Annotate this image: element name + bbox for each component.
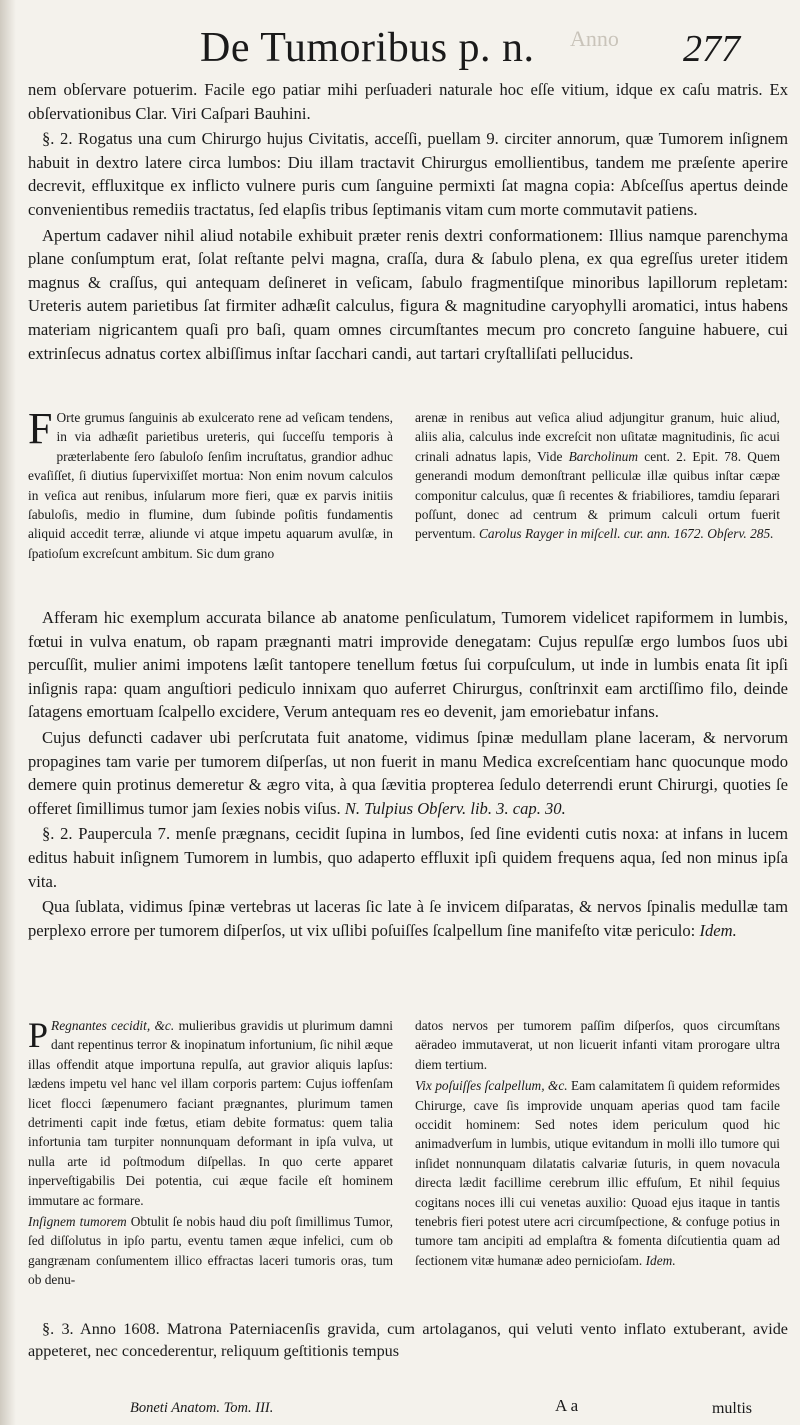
main-text-middle [28,606,788,944]
catchword: multis [711,1400,752,1417]
signature-mark: Boneti Anatom. Tom. III. [130,1400,274,1416]
commentary-paragraph [28,404,393,563]
commentary-text: mulieribus gravidis ut plurimum damni dant repentinus terror & inopinatum infortunium, ſic nihil æque illas offendit atque importuna repulſa, aut gravior aliquis lapſus: lædens impetu vel hanc vel illam corporis partem: Cujus ioffenſam licet flocci ſæpenumero faciant prægnantes, plurimum tamen detrimenti capit inde fœtus, etiam debite formatus: quem talia infortunia tam turpiter nonnunquam deformant in ipſa vulva, ut nulla arte id poſtmodum diſpellas. In quo certe apparet inperveſtigabilis Dei potentia, cui æque facile eſt hominem immutare ac formare. [28,1018,394,1208]
lemma: Regnantes cecidit, &c. [51,1018,175,1033]
commentary-column-right [415,408,780,565]
main-text-bottom [28,1318,788,1364]
commentary-text: cent. 2. Epit. 78. Quem generandi modum demonſtrant pelliculæ illæ quibus inſtar cæpæ componitur calculus, quæ ſi recentes & friabiliores, tamdiu ſeparari poſſunt, donec ad centrum & primum calculi ortum fuerit perventum. [415,448,780,542]
paragraph [28,726,788,820]
gathering-signature: A a [555,1396,579,1415]
running-title: De Tumoribus p. n. [200,25,535,71]
binding-shadow [0,0,16,1425]
commentary-block-2 [28,1016,780,1292]
lemma: Vix poſuiſſes ſcalpellum, &c. [415,1078,568,1094]
paragraph: Afferam hic exemplum accurata bilance ab anatome penſiculatum, Tumorem videlicet rapiformem in lumbis, fœtui in vulva enatum, ob rapam prægnanti matri improvide denegatam: Cujus repulſæ ergo lumbos ſuos ubi percuſſit, mulier animi impotens læſit tantopere tenellum fœtus ſui corpuſculum, ut inde in lumbis enata ſit ipſi inſignis rapa: quam anguſtiori pediculo innixam quo auferret Chirurgus, conſtrinxit eam arctiſſimo filo, deinde ſatagens emortuam ſcalpello excidere, Verum antequam res eo devenit, jam emoriebatur infans. [28,608,788,722]
paragraph-text: Cujus defuncti cadaver ubi perſcrutata fuit anatome, vidimus ſpinæ medullam plane laceram, & nervorum propagines tam varie per tumorem diſperſas, ut non fuerit in manu Medica excreſcentiam hanc quocunque modo demere quin protinus demeretur & ægro vita, à qua ſævitia propterea ſedulo deterrendi erunt Chirurgi, quoties ſe offeret ſimillimus tumor jam ſexies nobis viſus. [28,727,788,818]
page-header [0,22,800,78]
commentary-column-left [28,1016,393,1292]
citation: Idem. [699,920,737,940]
commentary-text: Orte grumus ſanguinis ab exulcerato rene ad veſicam tendens, in via adhæſit parietibus ureteris, qui ſucceſſu temporis à præterlabente ſero ſabuloſo ſenſim incruſtatus, grandior adhuc evaſiſſet, ſi diutius ſupervixiſſet mortua: Non enim novum calculos in veſica aut renibus, inſularum more fieri, quæ ex parvis initiis ſabuloſis, medio in flumine, dum ſubinde poſitis fundamentis aliquid accedit terræ, aliunde vi atque impetu aquarum avulſæ, in ſpatioſum excreſcunt ambitum. Sic dum grano [28,410,393,561]
main-text-top [28,78,788,367]
paragraph: nem obſervare potuerim. Facile ego patiar mihi perſuaderi naturale hoc eſſe vitium, idque ex caſu matris. Ex obſervationibus Clar. Viri Caſpari Bauhini. [28,80,788,123]
paragraph: §. 3. Anno 1608. Matrona Paterniacenſis gravida, cum artolaganos, qui veluti vento inflato extuberant, avide appeteret, nec concederentur, reliquum geſtitionis tempus [28,1320,788,1360]
commentary-block-1 [28,404,780,565]
commentary-text: Eam calamitatem ſi quidem reformides Chirurge, cave ſis improvide unquam aperias quod tam facile occidit hominem: Sed notes idem periculum quod hic animadverſum in lumbis, utique evitandum in molli illo tumore qui inſidet nonnunquam dilatatis calvariæ ſuturis, in quem novacula directa lædit facillime cerebrum illic effuſum, Et nihil ſequius cogitans noces illi cui venetas auxilio: Quoad ejus itaque in tantis tenebris fieri potest utere acri circumſpectione, & confuge potius in tumore tam ancipiti ad emplaſtra & fomenta diſcutientia quam ad ſectionem vitæ humanæ adeo pernicioſam. [415,1078,780,1268]
commentary-text: Obtulit ſe nobis haud diu poſt ſimillimus Tumor, ſed diſſolutus in ipſo partu, eventu tamen æque infelici, cum ob gangrænam conſumentem illico effractas laceri tumoris oras, tum ob denu- [28,1214,393,1288]
paragraph: Apertum cadaver nihil aliud notabile exhibuit præter renis dextri conformationem: Illius namque parenchyma plane conſumptum erat, ſolat reſtante pelvi magna, craſſa, dura & ſabulo plena, ex qua egreſſus ureter itidem magnus & craſſus, qui antequam deſineret in veſicam, ſabulo fragmentiſque minoribus lapillorum repletam: Ureteris autem parietibus ſat firmiter adhæſit calculus, figura & magnitudine caryophylli aromatici, intus habens materiam nigricantem quaſi pro baſi, quam omnes circumſtantes mecum pro concreto ſanguine habuere, cui extrinſecus adnatus cortex albiſſimus inſtar ſacchari candi, aut tartari cryſtalliſati pellucidus. [28,225,788,363]
commentary-column-left [28,404,393,565]
citation: Carolus Rayger in miſcell. cur. ann. 1672. Obſerv. 285. [478,526,774,542]
lemma: Inſignem tumorem [28,1214,127,1230]
commentary-paragraph [415,1076,780,1270]
citation: Barcholinum [568,448,639,464]
bleed-through-text: Anno [570,26,619,51]
citation: N. Tulpius Obſerv. lib. 3. cap. 30. [344,798,566,818]
commentary-paragraph [28,1016,393,1210]
drop-cap: F [28,404,53,453]
commentary-paragraph: datos nervos per tumorem paſſim diſperſos, quos circumſtans aëradeo immutaverat, ut non licuerit infanti vitam prorogare ultra diem tertium. [415,1018,780,1072]
page-number: 277 [683,28,740,70]
paragraph: §. 2. Paupercula 7. menſe prægnans, cecidit ſupina in lumbos, ſed ſine evidenti cutis noxa: at infans in lucem editus habuit inſignem Tumorem in lumbis, quo adaperto effluxit ipſi quidem frequens aqua, ſed non minus ipſa vita. [28,824,788,891]
drop-cap: P [28,1015,49,1055]
paragraph-text: Qua ſublata, vidimus ſpinæ vertebras ut laceras ſic late à ſe invicem diſparatas, & nervos ſpinalis medullæ tam perplexo errore per tumorem diſperſos, ut vix uſlibi poſuiſſes ſcalpellum ſine manifeſto vitæ periculo: [28,897,788,940]
citation: Idem. [645,1252,676,1268]
commentary-column-right [415,1016,780,1292]
commentary-paragraph [28,1212,393,1290]
commentary-paragraph [415,408,780,544]
paragraph: §. 2. Rogatus una cum Chirurgo hujus Civitatis, acceſſi, puellam 9. circiter annorum, quæ Tumorem inſignem habuit in dextro latere circa lumbos: Diu illam tractavit Chirurgus emollientibus, tandem me præſente aperire decrevit, effluxitque ex inflicto vulnere puris cum ſanguine permixti ſat magna copia: Abſceſſus apertus deinde convenientibus remediis tractatus, ſed elapſis tribus ſeptimanis vitam cum morte commutavit patiens. [28,129,788,219]
paragraph [28,895,788,942]
commentary-text: arenæ in renibus aut veſica aliud adjungitur granum, huic aliud, aliis alia, calculus inde excreſcit non uſitatæ magnitudinis, ſic acui crinali adnatus lapis, Vide [415,410,780,464]
